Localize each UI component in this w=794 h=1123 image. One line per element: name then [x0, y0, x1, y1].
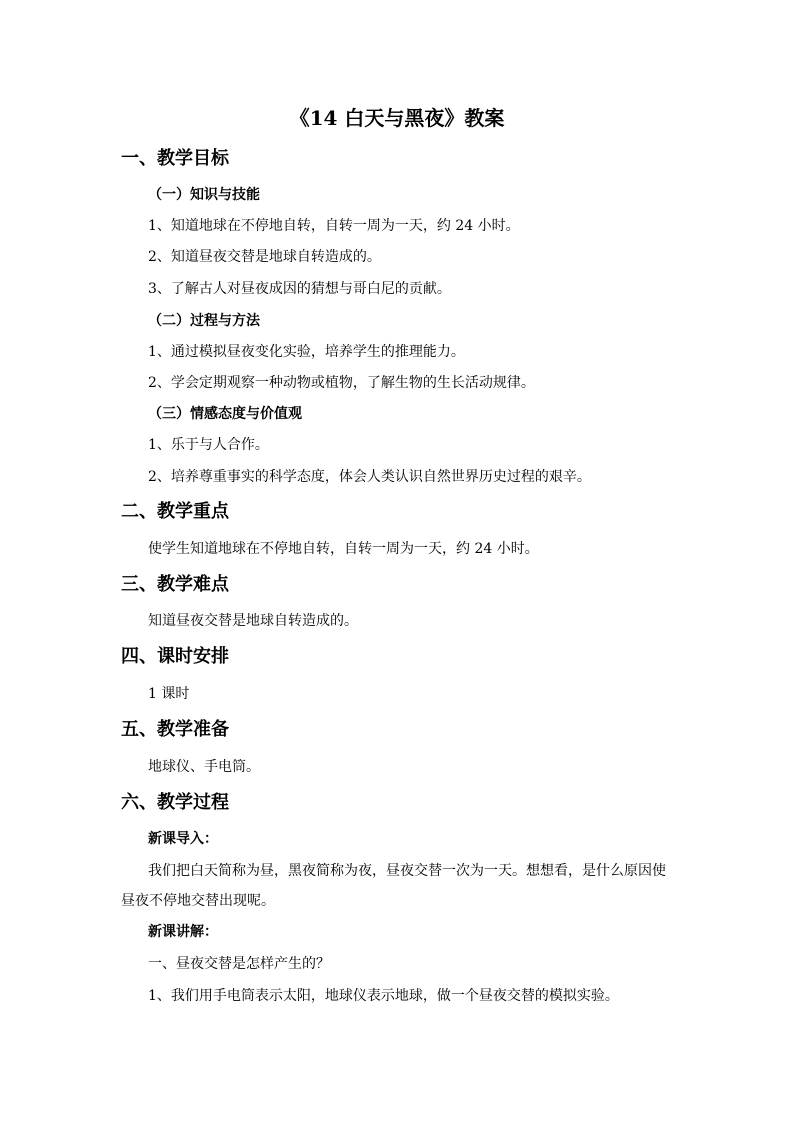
section-heading-preparation: 五、教学准备: [121, 719, 229, 740]
subheading-intro: 新课导入：: [148, 831, 218, 847]
section-heading-objectives: 一、教学目标: [121, 148, 229, 169]
section-heading-schedule: 四、课时安排: [121, 646, 229, 667]
paragraph: 一、昼夜交替是怎样产生的？: [148, 956, 330, 972]
subheading-process-methods: （二）过程与方法: [148, 313, 260, 329]
paragraph: 知道昼夜交替是地球自转造成的。: [148, 613, 358, 629]
paragraph: 3、了解古人对昼夜成因的猜想与哥白尼的贡献。: [148, 281, 451, 297]
paragraph: 2、知道昼夜交替是地球自转造成的。: [148, 249, 381, 265]
section-heading-difficulties: 三、教学难点: [121, 574, 229, 595]
paragraph: 1、乐于与人合作。: [148, 437, 269, 453]
subheading-attitudes-values: （三）情感态度与价值观: [148, 406, 302, 422]
subheading-knowledge-skills: （一）知识与技能: [148, 187, 260, 203]
paragraph: 1、知道地球在不停地自转，自转一周为一天，约 24 小时。: [148, 218, 520, 234]
paragraph: 地球仪、手电筒。: [148, 759, 260, 775]
paragraph: 2、培养尊重事实的科学态度，体会人类认识自然世界历史过程的艰辛。: [148, 469, 591, 485]
paragraph: 1、我们用手电筒表示太阳，地球仪表示地球，做一个昼夜交替的模拟实验。: [148, 988, 619, 1004]
paragraph: 1 课时: [148, 686, 190, 702]
paragraph: 1、通过模拟昼夜变化实验，培养学生的推理能力。: [148, 344, 465, 360]
paragraph: 使学生知道地球在不停地自转，自转一周为一天，约 24 小时。: [148, 541, 539, 557]
document-title: 《14 白天与黑夜》教案: [289, 106, 505, 130]
section-heading-process: 六、教学过程: [121, 792, 229, 813]
paragraph: 2、学会定期观察一种动物或植物，了解生物的生长活动规律。: [148, 375, 535, 391]
section-heading-key-points: 二、教学重点: [121, 501, 229, 522]
subheading-lecture: 新课讲解：: [148, 924, 218, 940]
paragraph: 我们把白天简称为昼，黑夜简称为夜，昼夜交替一次为一天。想想看，是什么原因使昼夜不停地交替出现呢。: [121, 863, 666, 909]
